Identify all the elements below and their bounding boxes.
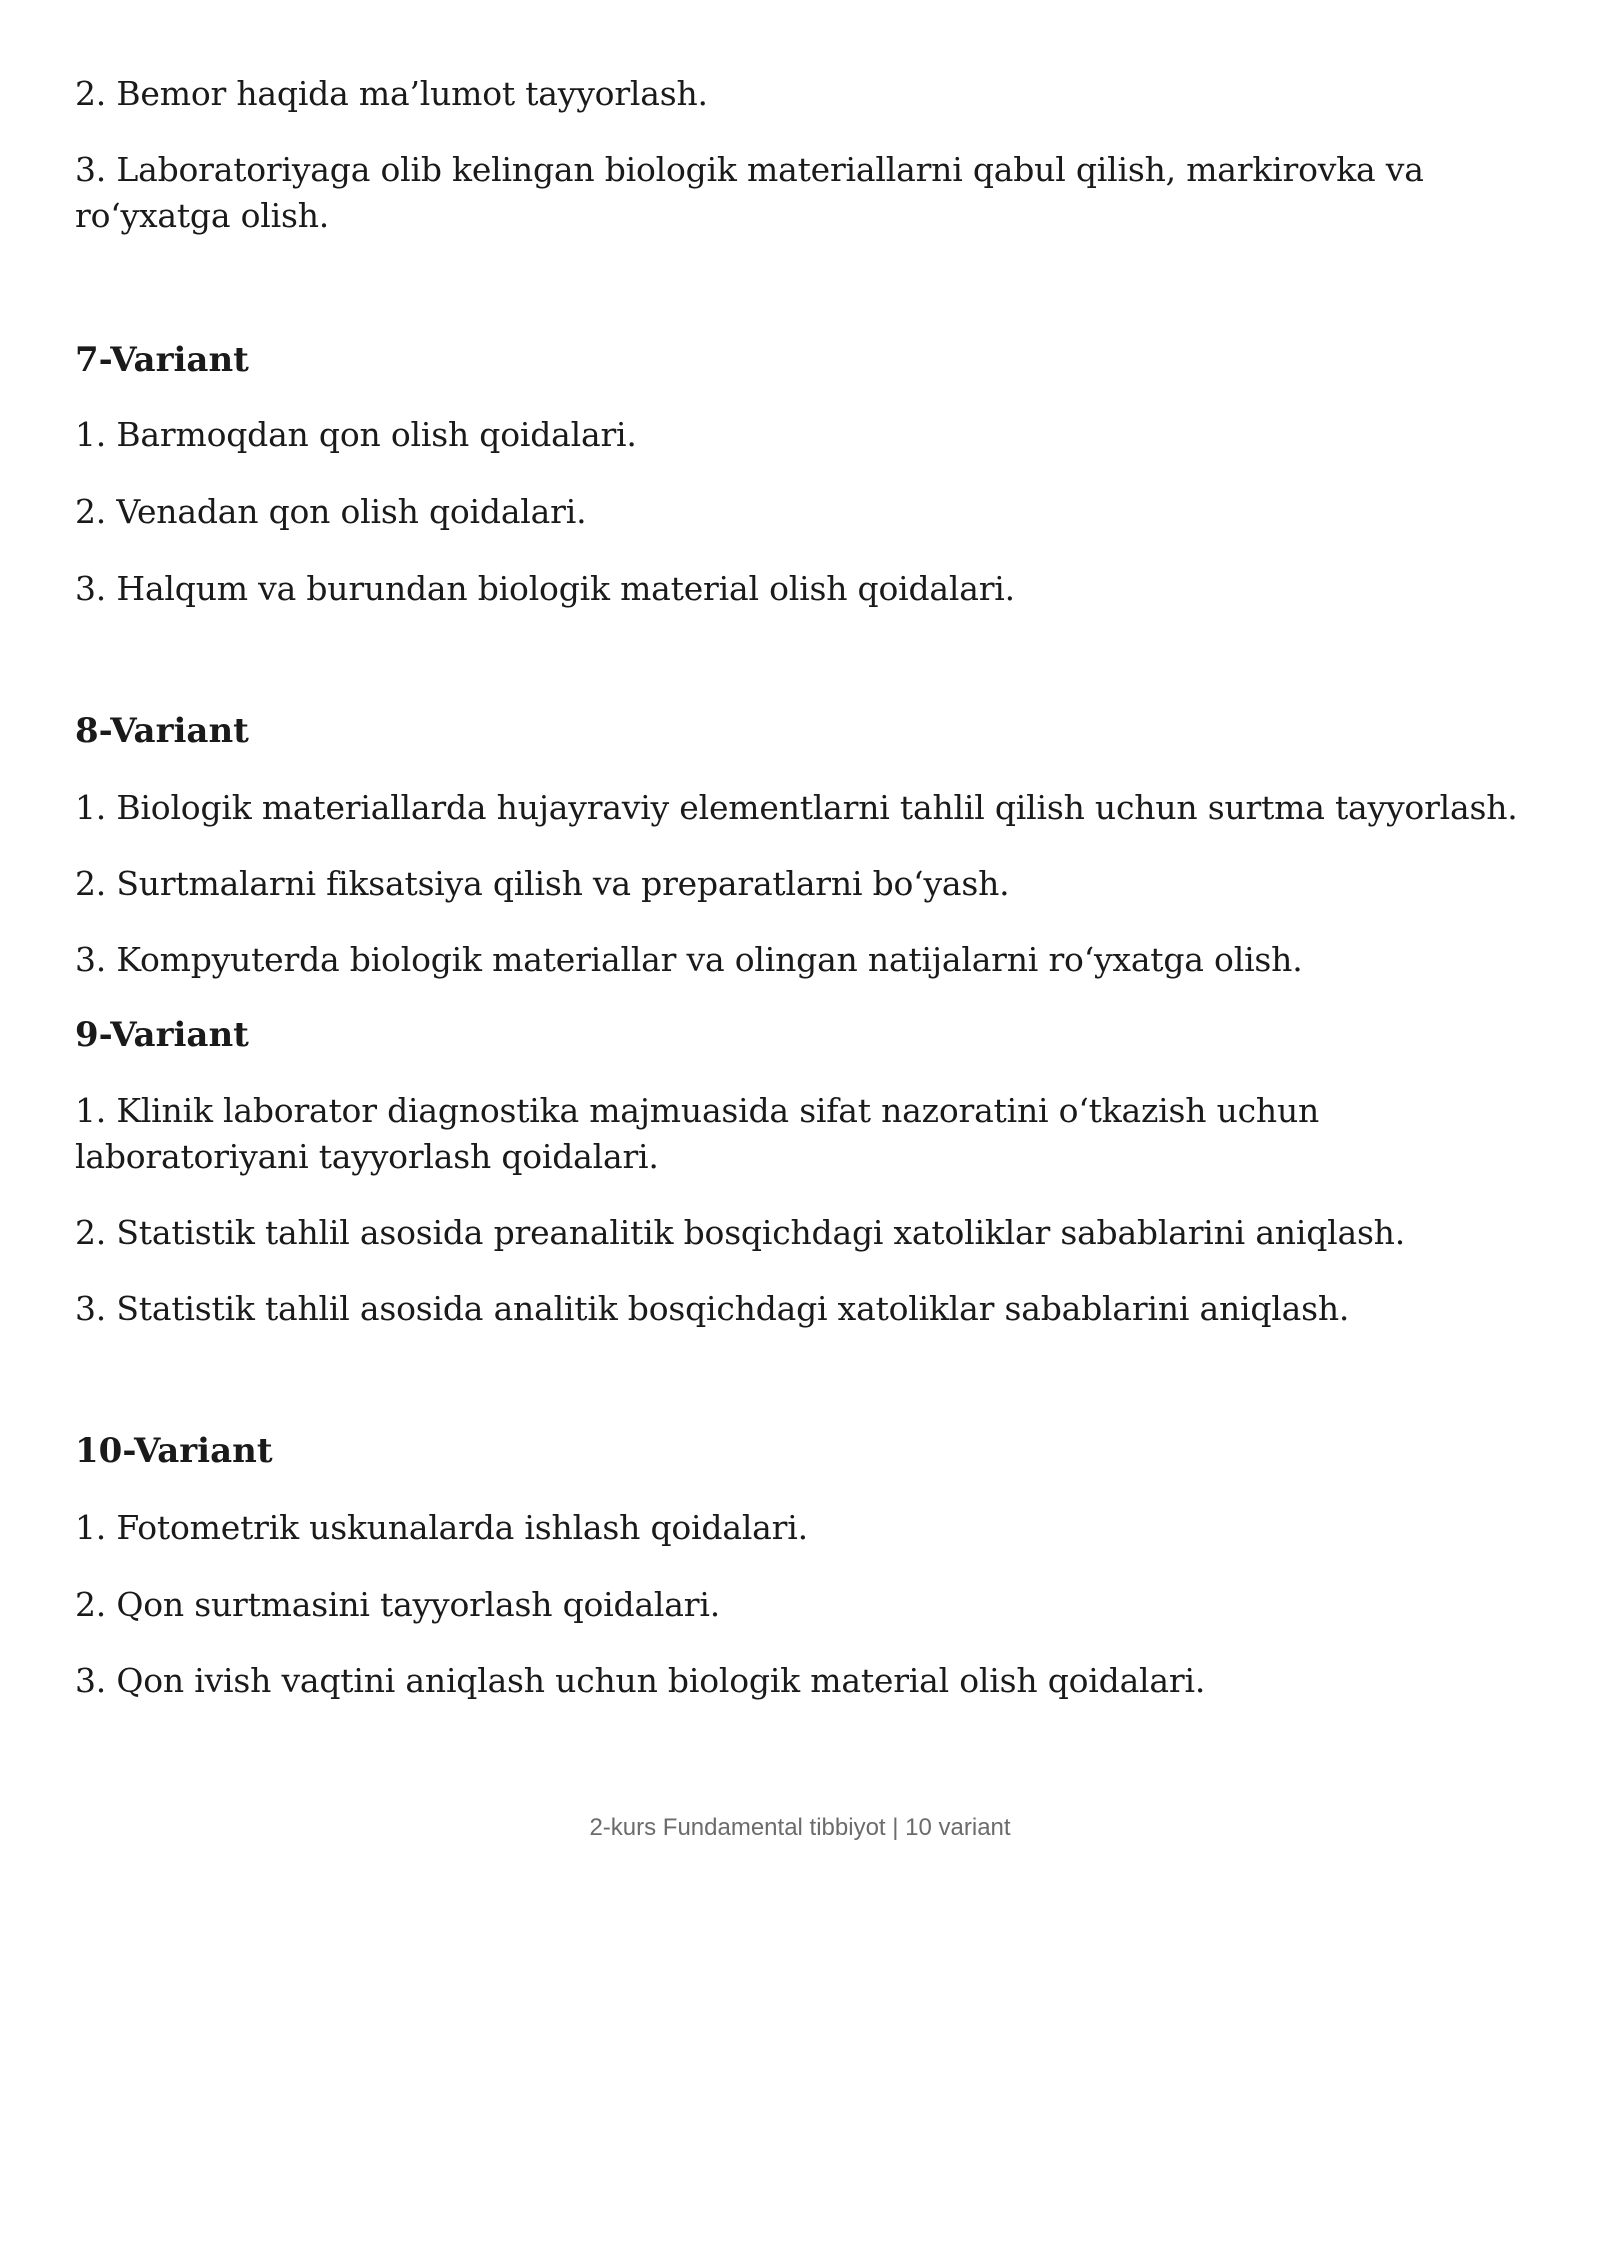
- item-v6-2: 2. Bemor haqida ma’lumot tayyorlash.: [75, 74, 708, 113]
- item-v10-3: 3. Qon ivish vaqtini aniqlash uchun biologik material olish qoidalari.: [75, 1661, 1206, 1700]
- item-v8-3: 3. Kompyuterda biologik materiallar va olingan natijalarni ro‘yxatga olish.: [75, 940, 1303, 979]
- heading-variant-7: 7-Variant: [75, 340, 249, 380]
- heading-variant-10: 10-Variant: [75, 1431, 273, 1471]
- item-v7-3: 3. Halqum va burundan biologik material olish qoidalari.: [75, 569, 1015, 608]
- item-v9-2: 2. Statistik tahlil asosida preanalitik bosqichdagi xatoliklar sabablarini aniqlash.: [75, 1213, 1406, 1252]
- item-v7-2: 2. Venadan qon olish qoidalari.: [75, 492, 587, 531]
- heading-variant-8: 8-Variant: [75, 711, 249, 751]
- item-v9-1: 1. Klinik laborator diagnostika majmuasida sifat nazoratini o‘tkazish uchun laboratoriyani tayyorlash qoidalari.: [75, 1091, 1320, 1176]
- heading-variant-9: 9-Variant: [75, 1015, 249, 1055]
- item-v6-3: 3. Laboratoriyaga olib kelingan biologik materiallarni qabul qilish, markirovka va ro‘yxatga olish.: [75, 150, 1424, 235]
- item-v8-2: 2. Surtmalarni fiksatsiya qilish va preparatlarni bo‘yash.: [75, 864, 1010, 903]
- item-v10-2: 2. Qon surtmasini tayyorlash qoidalari.: [75, 1585, 720, 1624]
- item-v9-3: 3. Statistik tahlil asosida analitik bosqichdagi xatoliklar sabablarini aniqlash.: [75, 1289, 1350, 1328]
- item-v8-1: 1. Biologik materiallarda hujayraviy elementlarni tahlil qilish uchun surtma tayyorlash.: [75, 788, 1518, 827]
- page-footer: 2-kurs Fundamental tibbiyot | 10 variant: [589, 1814, 1011, 1841]
- item-v10-1: 1. Fotometrik uskunalarda ishlash qoidalari.: [75, 1508, 808, 1547]
- item-v7-1: 1. Barmoqdan qon olish qoidalari.: [75, 415, 637, 454]
